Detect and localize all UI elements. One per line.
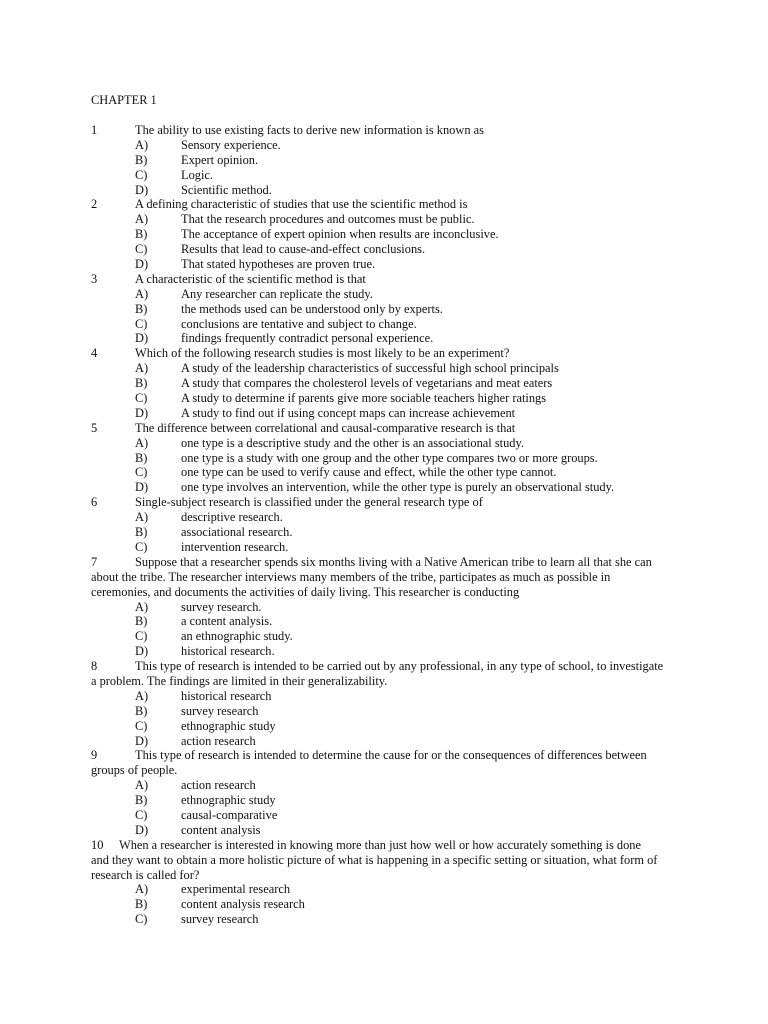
option-text: content analysis research (181, 897, 305, 912)
question-stem-text: ceremonies, and documents the activities of daily living. This researcher is conducting (91, 584, 520, 599)
option-text: Expert opinion. (181, 152, 259, 167)
option-text: Logic. (181, 167, 213, 182)
answer-option (91, 406, 681, 421)
question-stem-line (91, 495, 681, 510)
answer-option (91, 525, 681, 540)
question-stem-line (91, 272, 681, 287)
option-letter: C) (135, 242, 148, 257)
answer-option (91, 734, 681, 749)
option-text: A study to determine if parents give more sociable teachers higher ratings (181, 391, 547, 406)
option-text: experimental research (181, 882, 291, 897)
option-text: ethnographic study (181, 718, 276, 733)
question-stem-text: Suppose that a researcher spends six months living with a Native American tribe to learn all that she can (135, 554, 652, 569)
option-letter: C) (135, 539, 148, 554)
option-letter: D) (135, 331, 149, 346)
answer-option (91, 912, 681, 927)
option-text: the methods used can be understood only by experts. (181, 301, 443, 316)
option-text: historical research. (181, 644, 275, 659)
option-letter: C) (135, 718, 148, 733)
answer-option (91, 480, 681, 495)
option-letter: B) (135, 227, 148, 242)
option-text: one type can be used to verify cause and effect, while the other type cannot. (181, 465, 557, 480)
question-number: 10 (91, 837, 104, 852)
question-number: 9 (91, 748, 98, 763)
option-letter: A) (135, 286, 149, 301)
option-letter: A) (135, 510, 149, 525)
question-stem-line (91, 570, 681, 585)
option-letter: A) (135, 435, 149, 450)
answer-option (91, 183, 681, 198)
question-4 (91, 346, 681, 420)
option-letter: B) (135, 450, 148, 465)
answer-option (91, 644, 681, 659)
answer-option (91, 465, 681, 480)
question-number: 1 (91, 123, 98, 137)
answer-option (91, 227, 681, 242)
answer-option (91, 719, 681, 734)
option-letter: D) (135, 480, 149, 495)
option-letter: A) (135, 361, 149, 376)
option-text: A study of the leadership characteristics of successful high school principals (181, 361, 559, 376)
question-2 (91, 197, 681, 271)
question-number: 4 (91, 346, 98, 361)
answer-option (91, 242, 681, 257)
answer-option (91, 451, 681, 466)
question-stem-line (91, 763, 681, 778)
option-letter: D) (135, 644, 149, 659)
answer-option (91, 436, 681, 451)
question-number: 7 (91, 554, 98, 569)
question-stem-text: Single-subject research is classified under the general research type of (135, 495, 483, 510)
option-text: action research (181, 778, 256, 793)
option-letter: A) (135, 882, 149, 897)
option-letter: B) (135, 376, 148, 391)
answer-option (91, 302, 681, 317)
question-number: 8 (91, 659, 98, 674)
answer-option (91, 823, 681, 838)
answer-option (91, 629, 681, 644)
option-text: The acceptance of expert opinion when results are inconclusive. (181, 227, 499, 242)
question-stem-text: A defining characteristic of studies that use the scientific method is (135, 197, 468, 212)
question-6 (91, 495, 681, 555)
option-text: Sensory experience. (181, 137, 281, 152)
question-stem-text: a problem. The findings are limited in their generalizability. (91, 673, 388, 688)
option-letter: A) (135, 212, 149, 227)
question-number: 2 (91, 197, 98, 212)
question-stem-line (91, 421, 681, 436)
answer-option (91, 600, 681, 615)
option-letter: C) (135, 465, 148, 480)
option-letter: C) (135, 391, 148, 406)
answer-option (91, 689, 681, 704)
question-5 (91, 421, 681, 495)
option-text: ethnographic study (181, 793, 276, 808)
answer-option (91, 808, 681, 823)
answer-option (91, 897, 681, 912)
question-stem-text: groups of people. (91, 763, 178, 778)
question-stem-text: about the tribe. The researcher interviews many members of the tribe, participates as much as possible in (91, 569, 611, 584)
answer-option (91, 614, 681, 629)
option-letter: C) (135, 629, 148, 644)
option-letter: A) (135, 688, 149, 703)
answer-option (91, 391, 681, 406)
question-list (91, 123, 681, 927)
option-letter: C) (135, 807, 148, 822)
answer-option (91, 138, 681, 153)
option-letter: C) (135, 316, 148, 331)
question-stem-line (91, 123, 681, 138)
question-stem-line (91, 748, 681, 763)
answer-option (91, 778, 681, 793)
answer-option (91, 882, 681, 897)
answer-option (91, 168, 681, 183)
question-stem-text: The difference between correlational and causal-comparative research is that (135, 420, 516, 435)
option-text: intervention research. (181, 539, 289, 554)
answer-option (91, 212, 681, 227)
question-number: 5 (91, 420, 98, 435)
question-stem-line (91, 659, 681, 674)
option-letter: A) (135, 137, 149, 152)
answer-option (91, 793, 681, 808)
question-number: 3 (91, 271, 98, 286)
question-7 (91, 555, 681, 659)
question-stem-text: This type of research is intended to determine the cause for or the consequences of differences between (135, 748, 647, 763)
option-text: Any researcher can replicate the study. (181, 286, 373, 301)
question-stem-text: A characteristic of the scientific method is that (135, 271, 366, 286)
option-letter: B) (135, 301, 148, 316)
question-stem-text: When a researcher is interested in knowing more than just how well or how accurately something is done (119, 837, 641, 852)
answer-option (91, 540, 681, 555)
option-letter: D) (135, 405, 149, 420)
question-9 (91, 748, 681, 837)
option-text: A study that compares the cholesterol levels of vegetarians and meat eaters (181, 376, 553, 391)
question-stem-line (91, 555, 681, 570)
question-1 (91, 123, 681, 197)
question-stem-text: and they want to obtain a more holistic picture of what is happening in a specific setting or situation, what form of (91, 852, 658, 867)
option-letter: A) (135, 778, 149, 793)
option-text: causal-comparative (181, 807, 278, 822)
question-3 (91, 272, 681, 346)
question-stem-line (91, 197, 681, 212)
option-text: a content analysis. (181, 614, 273, 629)
answer-option (91, 257, 681, 272)
question-stem-line (91, 868, 681, 883)
question-stem-text: research is called for? (91, 867, 200, 882)
option-text: one type is a study with one group and the other type compares two or more groups. (181, 450, 598, 465)
answer-option (91, 704, 681, 719)
option-letter: B) (135, 152, 148, 167)
option-text: an ethnographic study. (181, 629, 293, 644)
option-text: associational research. (181, 525, 293, 540)
option-text: That stated hypotheses are proven true. (181, 257, 376, 272)
option-text: action research (181, 733, 256, 748)
option-letter: B) (135, 703, 148, 718)
option-letter: D) (135, 182, 149, 197)
option-text: survey research. (181, 599, 262, 614)
option-text: one type is a descriptive study and the other is an associational study. (181, 435, 524, 450)
question-8 (91, 659, 681, 748)
answer-option (91, 376, 681, 391)
question-stem-line (91, 853, 681, 868)
answer-option (91, 153, 681, 168)
option-letter: D) (135, 257, 149, 272)
option-letter: B) (135, 614, 148, 629)
option-text: historical research (181, 688, 272, 703)
question-stem-text: Which of the following research studies is most likely to be an experiment? (135, 346, 510, 361)
question-10 (91, 838, 681, 927)
question-number: 6 (91, 495, 98, 510)
option-letter: C) (135, 167, 148, 182)
option-letter: C) (135, 912, 148, 927)
option-letter: B) (135, 793, 148, 808)
question-stem-line (91, 674, 681, 689)
option-letter: A) (135, 599, 149, 614)
question-stem-line (91, 585, 681, 600)
question-stem-line (91, 838, 681, 853)
option-text: findings frequently contradict personal experience. (181, 331, 434, 346)
answer-option (91, 361, 681, 376)
option-text: That the research procedures and outcomes must be public. (181, 212, 475, 227)
option-text: descriptive research. (181, 510, 283, 525)
option-text: survey research (181, 912, 259, 927)
option-text: one type involves an intervention, while the other type is purely an observational study. (181, 480, 615, 495)
answer-option (91, 317, 681, 332)
answer-option (91, 331, 681, 346)
option-text: A study to find out if using concept maps can increase achievement (181, 405, 516, 420)
chapter-title: CHAPTER 1 (91, 93, 157, 107)
option-text: Results that lead to cause-and-effect conclusions. (181, 242, 426, 257)
option-text: conclusions are tentative and subject to change. (181, 316, 417, 331)
question-stem-line (91, 346, 681, 361)
option-text: content analysis (181, 822, 261, 837)
answer-option (91, 510, 681, 525)
question-stem-text: The ability to use existing facts to derive new information is known as (135, 123, 484, 137)
option-letter: B) (135, 525, 148, 540)
option-letter: D) (135, 822, 149, 837)
option-text: survey research (181, 703, 259, 718)
option-letter: D) (135, 733, 149, 748)
question-stem-text: This type of research is intended to be carried out by any professional, in any type of school, to investigate (135, 659, 664, 674)
option-letter: B) (135, 897, 148, 912)
option-text: Scientific method. (181, 182, 272, 197)
answer-option (91, 287, 681, 302)
